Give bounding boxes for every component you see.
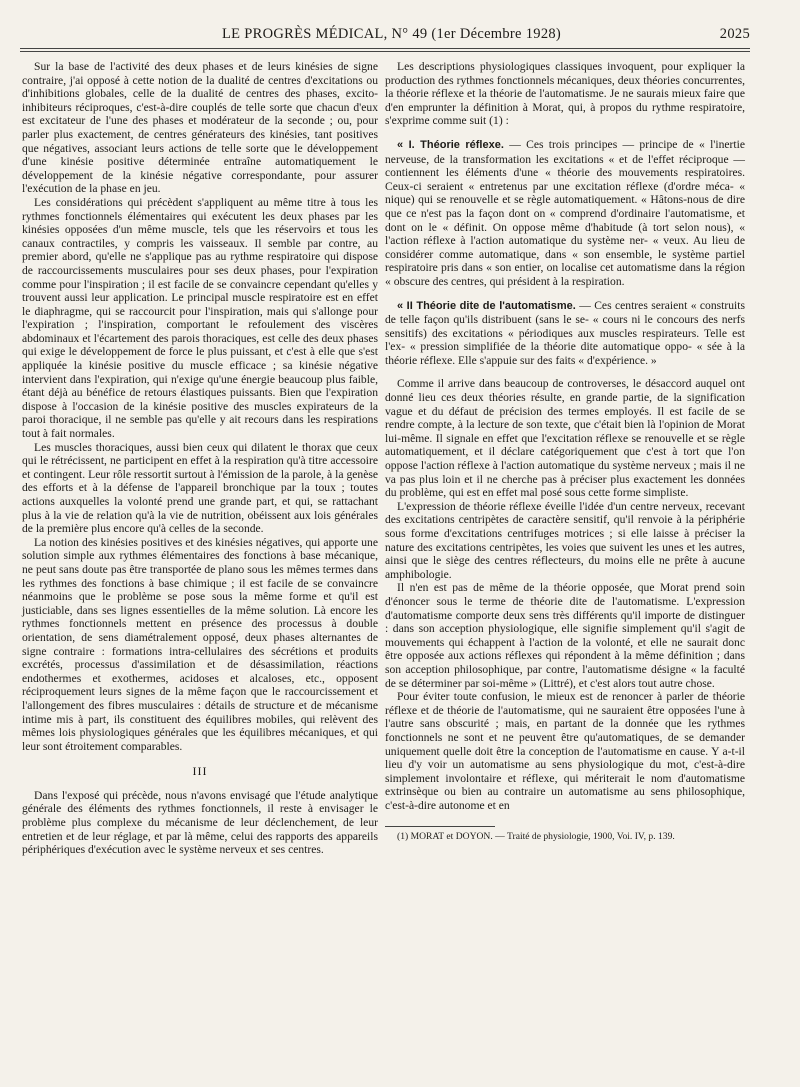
quotation-automatism-theory [385, 299, 745, 368]
quotation-reflex-theory [385, 138, 745, 289]
running-header [22, 26, 750, 48]
paragraph: La notion des kinésies positives et des kinésies négatives, qui apporte une solution simple aux rythmes élémentaires des fonctions à base mécanique, ne peut sans doute pas être transportée de plano sous les mêmes termes dans les rythmes des fonctions à base chimique ; il est facile de se convaincre néanmoins que le problème se pose sous la même forme et qu'il est justiciable, dans ses lignes essentielles de la même solution. Là encore les rythmes fonctionnels mettent en présence des processus à double orientation, de sens diamétralement opposé, deux phases alternantes de signe contraire : formations intra-cellulaires des sécrétions et produits excrétés, processus d'assimilation et de désassimilation, réactions endothermes et exothermes, acidoses et alcaloses, etc., opposent réciproquement leurs signes de la même façon que le raccourcissement et l'allongement des fibres musculaires : détails de structure et de mécanisme intime mis à part, ils constituent des équilibres mobiles, qui relèvent des mêmes lois physiologiques générales que les équilibres mécaniques, et qui leur sont étroitement comparables. [22, 535, 378, 753]
page-number: 2025 [719, 26, 750, 42]
footnote-rule [385, 826, 495, 827]
section-heading: III [192, 764, 208, 779]
header-rule [20, 48, 750, 49]
right-column [385, 60, 745, 843]
paragraph: Les considérations qui précèdent s'appliquent au même titre à tous les rythmes fonctionnels élémentaires qui exécutent les deux phases par les kinésies opposées d'un même muscle, tels que les réservoirs et tous les canaux contractiles, y compris les vaisseaux. Il semble par contre, au premier abord, qu'elle ne s'applique pas au rythme respiratoire qui dispose de raccourcissements musculaires pour ses deux phases, pour l'expiration comme pour l'inspiration ; il est facile de se convaincre cependant qu'elles y trouvent aussi leur application. Le principal muscle respiratoire est en effet le diaphragme, qui se raccourcit pour l'inspiration, mais qui s'allonge pour l'expiration ; l'inspiration, comportant le refoulement des viscères abdominaux et l'écartement des parois thoraciques, est celle des deux phases qui exige le développement de force le plus puissant, et c'est à elle que s'est appliquée la kinésie positive du muscle efficace ; sa kinésie négative intervient dans l'expiration, qui n'exige qu'une énergie beaucoup plus faible, étant déjà au bénéfice de retours élastiques puissants. Bien que l'expiration dispose à l'occasion de la kinésie positive des muscles expirateurs de la paroi thoracique, il ne semble pas qu'elle y ait recours dans les respirations tout à fait normales. [22, 195, 378, 441]
quote-heading: « II Théorie dite de l'automatisme. [397, 299, 576, 312]
paragraph: Dans l'exposé qui précède, nous n'avons envisagé que l'étude analytique générale des éléments des rythmes fonctionnels, il reste à envisager le problème plus complexe du mécanisme de leur déclenchement, de leur entretien et de leur réglage, et par là même, celui des rapports des appareils périphériques d'exécution avec le système nerveux et ses centres. [22, 788, 378, 857]
header-rule-secondary [20, 51, 750, 52]
quote-body: — Ces trois principes — principe de « l'inertie nerveuse, de la transformation les excitations « et de l'effet réciproque — contiennent les éléments d'une « théorie des mouvements respiratoires. Ceux-ci seraient « entretenus par une excitation réflexe (d'ordre méca- « nique) qui se renouvelle et se règle automatiquement. « Hâtons-nous de dire que ce n'est pas la façon dont on « comprend d'ordinaire l'automatisme, et dont on le « définit. On oppose même d'habitude (à tort selon nous), « l'action réflexe à l'action automatique du système ner- « veux. Au lieu de considérer comme automatique, dans « son ensemble, le système partiel respiratoire pris dans « son entier, on localise cet automatisme dans la région « obscure des centres, qui président à la respiration. [385, 137, 746, 288]
paragraph: Sur la base de l'activité des deux phases et de leurs kinésies de signe contraire, j'ai opposé à cette notion de la dualité de centres d'excitations ou d'inhibitions globales, celle de la dualité de centres des phases, excito-inhibiteurs réciproques, c'est-à-dire couplés de telle sorte que chacun d'eux est excitateur de l'une des phases et modérateur de la seconde ; ou, pour parler plus exactement, de centres générateurs des kinésies, tant positives que négatives, associant leurs actions de telle sorte que le développement d'une kinésie positive déterminée entraîne automatiquement le développement de la kinésie négative correspondante, pour assurer l'exécution de la phase en jeu. [22, 60, 378, 196]
paragraph: L'expression de théorie réflexe éveille l'idée d'un centre nerveux, recevant des excitations centripètes de caractère sensitif, qu'il renvoie à la périphérie sous forme d'excitations centrifuges motrices ; si elle laisse à préciser la nature des excitations centripètes, les voies que suivent les unes et les autres, ainsi que le siège des centres réflecteurs, du moins elle ne prête à aucune amphibologie. [385, 499, 745, 581]
paragraph: Comme il arrive dans beaucoup de controverses, le désaccord auquel ont donné lieu ces deux théories résulte, en grande partie, de la signification vague et du défaut de précision des termes employés. Il est facile de se rendre compte, à la lecture de son texte, que c'était bien là l'opinion de Morat lui-même. Il signale en effet que l'excitation réflexe se renouvelle et se règle automatiquement, et il déclare catégoriquement que c'est à tort que l'on oppose l'action réflexe à l'action automatique du système nerveux ; mais il ne va pas plus loin et il ne cherche pas à préciser plus exactement les données du problème, qui est en effet mal posé sous cette forme simpliste. [385, 377, 745, 500]
header-title: LE PROGRÈS MÉDICAL, N° 49 (1er Décembre 1928) [222, 26, 562, 42]
left-column [22, 60, 378, 857]
paragraph: Pour éviter toute confusion, le mieux est de renoncer à parler de théorie réflexe et de théorie de l'automatisme, qui ne sauraient être opposées l'une à l'autre sans obscurité ; mais, en partant de la donnée que les rythmes fonctionnels ne sont et ne peuvent être qu'automatiques, de se demander uniquement quelle doit être la conception de l'automatisme en cause. Y a-t-il lieu d'y voir un automatisme au sens physiologique du mot, c'est-à-dire simplement involontaire et réflexe, qui mériterait le nom d'automatisme extrinsèque ou bien au contraire un automatisme au sens philosophique, c'est-à-dire autonome et en [385, 690, 745, 812]
footnote: (1) MORAT et DOYON. — Traité de physiologie, 1900, Voi. IV, p. 139. [397, 831, 675, 843]
quote-heading: « I. Théorie réflexe. [397, 138, 504, 151]
paragraph: Il n'en est pas de même de la théorie opposée, que Morat prend soin d'énoncer sous le terme de théorie dite de l'automatisme. L'expression d'automatisme comporte deux sens très différents qu'il importe de distinguer : dans son acception physiologique, elle signifie simplement qu'il s'agit de mouvements qui échappent à l'action de la volonté, et elle ne saurait donc être opposée aux actions réflexes qui répondent à la même définition ; dans son acception philosophique, par contre, l'automatisme désigne « la faculté de se déterminer par soi-même » (Littré), et c'est alors tout autre chose. [385, 581, 745, 690]
paragraph: Les muscles thoraciques, aussi bien ceux qui dilatent le thorax que ceux qui le rétrécissent, ne participent en effet à la respiration qu'à titre accessoire et contingent. Leur rôle ressortit surtout à l'émission de la parole, à la genèse des efforts et à la défense de l'appareil bronchique par la toux ; toutes actions auxquelles la volonté prend une grande part, et qui, se rattachant plus à la vie de relation qu'à la vie de nutrition, obéissent aux lois générales de la première plus encore qu'à celles de la seconde. [22, 440, 378, 536]
quote-body: — Ces centres seraient « construits de telle façon qu'ils distribuent (sans le se- « cours ni le concours des nerfs sensitifs) des excitations « périodiques aux muscles respirateurs. Telle est l'ex- « pression simplifiée de la théorie dite automatique oppo- « sée à la théorie réflexe. Elle s'appuie sur des faits « d'expérience. » [385, 298, 745, 367]
paragraph: Les descriptions physiologiques classiques invoquent, pour expliquer la production des rythmes fonctionnels mécaniques, deux théories concurrentes, la théorie réflexe et la théorie de l'automatisme. Je ne saurais mieux faire que d'en emprunter la définition à Morat, qui, à propos du rythme respiratoire, s'exprime comme suit (1) : [385, 60, 745, 128]
